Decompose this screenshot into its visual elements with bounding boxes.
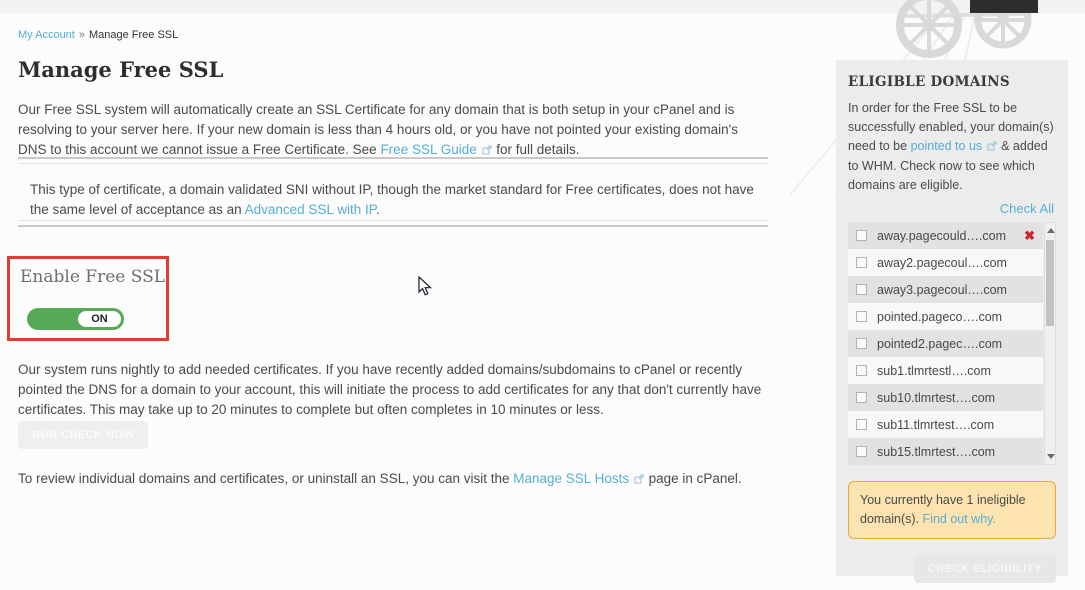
domain-name: sub15.tlmrtest….com	[877, 444, 996, 459]
callout-text-before: This type of certificate, a domain validated SNI without IP, though the market standard for Free certificates, does not have the same level of acceptance as an	[30, 182, 754, 217]
sidebar-intro	[848, 99, 1056, 195]
domain-name: pointed.pageco….com	[877, 309, 1003, 324]
nightly-paragraph: Our system runs nightly to add needed certificates. If you have recently added domains/subdomains to cPanel or recently pointed the DNS for a domain to your account, this will initiate the process to add certificates for any that don't currently have certificates. This may take up to 20 minutes to complete but often completes in 10 minutes or less.	[18, 362, 762, 417]
run-check-now-button[interactable]: RUN CHECK NOW	[18, 421, 148, 449]
sidebar-intro-before: In order for the Free SSL to be successfully enabled, your domain(s) need to be	[848, 101, 1054, 153]
domain-checkbox[interactable]	[856, 392, 867, 403]
intro-paragraph	[18, 100, 770, 161]
domain-row[interactable]	[848, 357, 1043, 384]
domain-checkbox[interactable]	[856, 365, 867, 376]
domain-row[interactable]	[848, 330, 1043, 357]
scrollbar-thumb[interactable]	[1046, 240, 1054, 326]
domain-name: sub10.tlmrtest….com	[877, 390, 996, 405]
find-out-why-link[interactable]: Find out why.	[922, 512, 996, 526]
sidebar-intro-after: & added to WHM. Check now to see which domains are eligible.	[848, 139, 1048, 192]
divider-bottom	[18, 220, 768, 227]
domain-checkbox[interactable]	[856, 338, 867, 349]
domain-name: sub11.tlmrtest….com	[877, 417, 995, 432]
review-text-after: page in cPanel.	[644, 471, 742, 486]
domain-checkbox[interactable]	[856, 311, 867, 322]
domain-checkbox[interactable]	[856, 419, 867, 430]
scroll-up-icon[interactable]	[1047, 228, 1055, 233]
top-right-button[interactable]	[970, 0, 1038, 13]
mouse-cursor	[418, 276, 433, 297]
sidebar-title: ELIGIBLE DOMAINS	[848, 74, 1010, 90]
review-text-before: To review individual domains and certificates, or uninstall an SSL, you can visit the	[18, 471, 514, 486]
domain-list-scrollbar[interactable]	[1044, 222, 1056, 465]
top-bar	[0, 0, 1085, 13]
domain-row[interactable]	[848, 384, 1043, 411]
enable-free-ssl-label: Enable Free SSL	[20, 267, 166, 287]
page-title: Manage Free SSL	[18, 57, 224, 82]
domain-row[interactable]	[848, 411, 1043, 438]
breadcrumb-separator: »	[78, 29, 85, 41]
check-eligibility-button[interactable]: CHECK ELIGIBILITY	[914, 555, 1056, 583]
domain-row[interactable]	[848, 222, 1043, 249]
breadcrumb-current: Manage Free SSL	[88, 29, 179, 41]
domain-name: sub1.tlmrtestl….com	[877, 363, 991, 378]
external-link-icon	[987, 138, 997, 157]
domain-row[interactable]	[848, 303, 1043, 330]
domain-checkbox[interactable]	[856, 446, 867, 457]
domain-row[interactable]	[848, 438, 1043, 465]
check-all-link[interactable]: Check All	[999, 201, 1054, 216]
ineligible-warning	[848, 481, 1056, 539]
remove-domain-icon[interactable]: ✖	[1024, 227, 1035, 243]
warning-text: You currently have 1 ineligible domain(s).	[860, 493, 1026, 526]
scroll-down-icon[interactable]	[1047, 454, 1055, 459]
domain-list	[848, 222, 1056, 465]
advanced-ssl-link[interactable]: Advanced SSL with IP	[244, 202, 376, 217]
toggle-knob[interactable]: ON	[76, 309, 123, 329]
domain-row[interactable]	[848, 276, 1043, 303]
pointed-to-us-link[interactable]: pointed to us	[910, 139, 983, 153]
domain-row[interactable]	[848, 249, 1043, 276]
eligible-domains-panel	[836, 60, 1068, 576]
domain-name: away3.pagecoul….com	[877, 282, 1007, 297]
external-link-icon	[634, 470, 644, 490]
divider-top	[18, 157, 768, 164]
manage-ssl-hosts-link[interactable]: Manage SSL Hosts	[513, 471, 630, 486]
domain-name: pointed2.pagec….com	[877, 336, 1003, 351]
callout-paragraph	[30, 180, 770, 220]
red-annotation-box	[7, 256, 169, 341]
domain-name: away.pagecould….com	[877, 228, 1007, 243]
callout-text-after: .	[375, 202, 380, 217]
breadcrumb	[18, 29, 178, 41]
domain-checkbox[interactable]	[856, 257, 867, 268]
free-ssl-guide-link[interactable]: Free SSL Guide	[380, 142, 477, 157]
breadcrumb-link-my-account[interactable]: My Account	[18, 29, 75, 41]
review-paragraph	[18, 469, 770, 490]
intro-text-before: Our Free SSL system will automatically create an SSL Certificate for any domain that is both setup in your cPanel and is resolving to your server here. If your new domain is less than 4 hours old, or you have not pointed your existing domain's DNS to this account we cannot issue a Free Certificate. See	[18, 102, 738, 157]
domain-checkbox[interactable]	[856, 284, 867, 295]
domain-name: away2.pagecoul….com	[877, 255, 1007, 270]
intro-text-after: for full details.	[492, 142, 580, 157]
domain-checkbox[interactable]	[856, 230, 867, 241]
